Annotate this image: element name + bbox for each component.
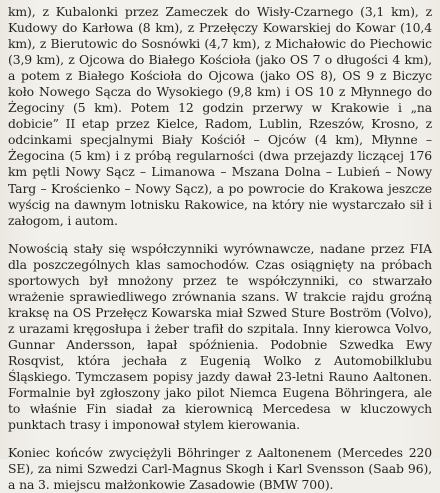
paragraph-coefficients: Nowością stały się współczynniki wyrównawcze, nadane przez FIA dla poszczególnych klas samochodów. Czas osiągnięty na próbach sportowych był mnożony przez te współczynniki, co stwarzało wrażenie sprawiedliwego zrównania szans. W trakcie rajdu groźną kraksę na OS Przełęcz Kowarska miał Szwed Sture Boström (Volvo), z urazami kręgosłupa i żeber trafił do szpitala. Inny kierowca Volvo, Gunnar Andersson, łapał spóźnienia. Podobnie Szwedka Ewy Rosqvist, która jechała z Eugenią Wolko z Automobilklubu Śląskiego. Tymczasem popisy jazdy dawał 23-letni Rauno Aaltonen. Formalnie był zgłoszony jako pilot Niemca Eugena Böhringera, ale to właśnie Fin siadał za kierownicą Mercedesa w kluczowych punktach trasy i imponował stylem kierowania. bbox=[8, 240, 432, 433]
paragraph-results: Koniec końców zwyciężyli Böhringer z Aaltonenem (Mercedes 220 SE), za nimi Szwedzi Carl-Magnus Skogh i Karl Svensson (Saab 96), a na 3. miejscu małżonkowie Zasadowie (BMW 700). bbox=[8, 445, 432, 493]
paragraph-route: km), z Kubalonki przez Zameczek do Wisły-Czarnego (3,1 km), z Kudowy do Karłowa (8 km), z Przełęczy Kowarskiej do Kowar (10,4 km), z Bierutowic do Sosnówki (4,7 km), z Michałowic do Piechowic (3,9 km), z Ojcowa do Białego Kościoła (jako OS 7 o długości 4 km), a potem z Białego Kościoła do Ojcowa (jako OS 8), OS 9 z Biczyc koło Nowego Sącza do Wysokiego (9,8 km) i OS 10 z Młynnego do Żegociny (5 km). Potem 12 godzin przerwy w Krakowie i „na dobicie” II etap przez Kielce, Radom, Lublin, Rzeszów, Krosno, z odcinkami specjalnymi Biały Kościół – Ojców (4 km), Młynne – Żegocina (5 km) i z próbą regularności (dwa przejazdy liczącej 176 km pętli Nowy Sącz – Limanowa – Mszana Dolna – Lubień – Nowy Targ – Krościenko – Nowy Sącz), a po powrocie do Krakowa jeszcze wyścig na dawnym lotnisku Rakowice, na który nie wystarczało sił i załogom, i autom. bbox=[8, 4, 432, 228]
page-text bbox=[8, 4, 432, 493]
